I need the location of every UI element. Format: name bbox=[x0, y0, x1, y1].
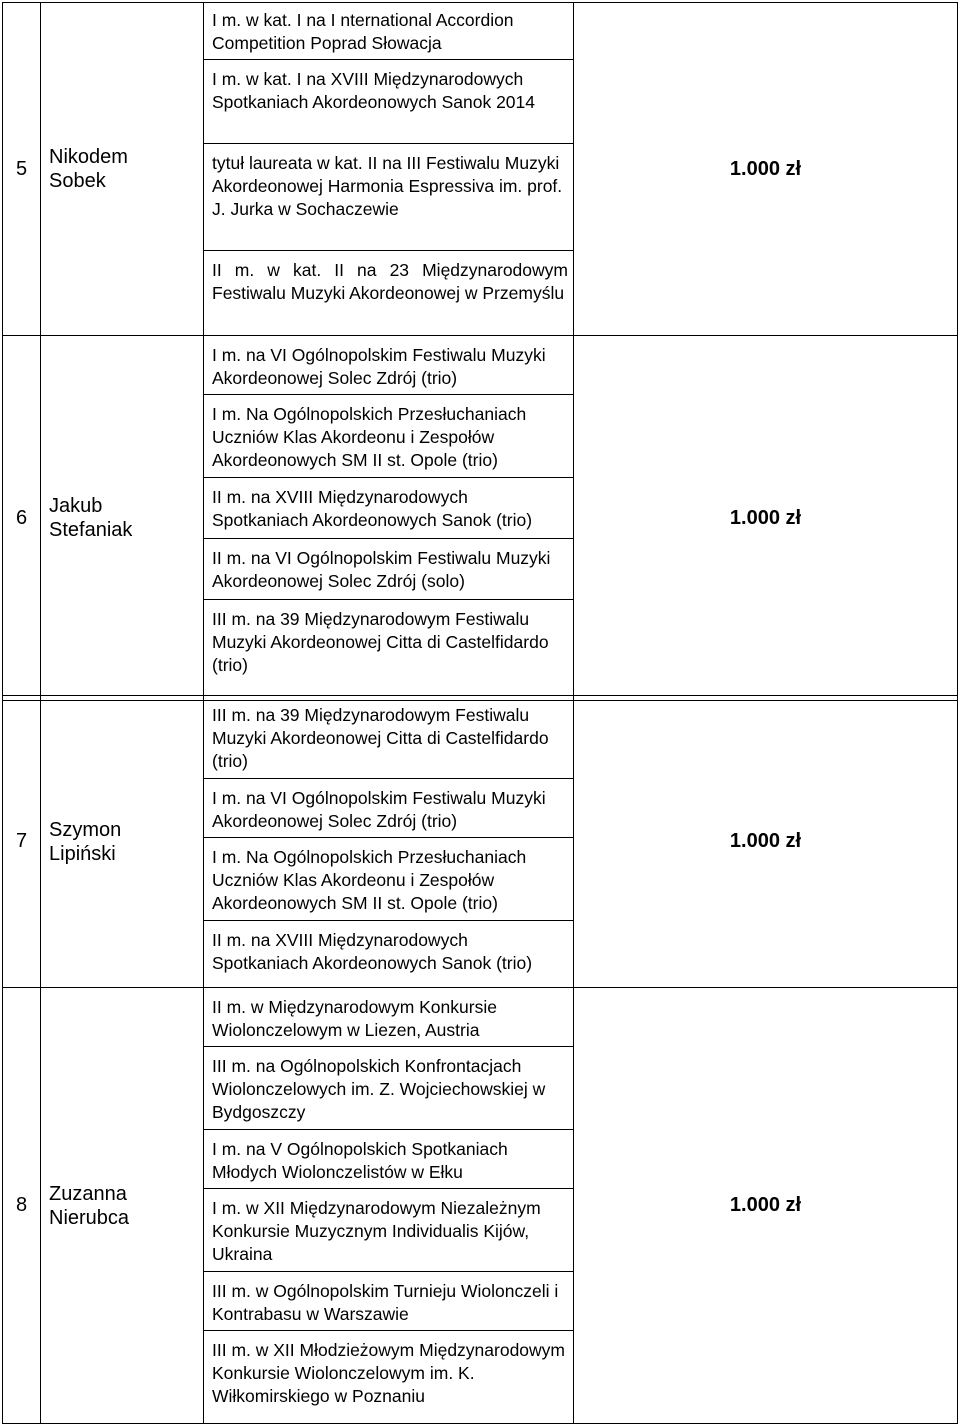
awards-table-top bbox=[2, 2, 958, 701]
student-name bbox=[41, 3, 204, 336]
achievement-item: I m. na V Ogólnopolskich Spotkaniach Młodych Wiolonczelistów w Ełku bbox=[204, 1130, 574, 1189]
achievement-item: II m. na VI Ogólnopolskim Festiwalu Muzyki Akordeonowej Solec Zdrój (solo) bbox=[204, 539, 574, 600]
table-row bbox=[3, 988, 958, 1424]
achievement-item: III m. w XII Młodzieżowym Międzynarodowym Konkursie Wiolonczelowym im. K. Wiłkomirskiego w Poznaniu bbox=[212, 1340, 566, 1406]
student-first-name: Zuzanna bbox=[49, 1182, 127, 1205]
achievement-item: III m. na 39 Międzynarodowym Festiwalu Muzyki Akordeonowej Citta di Castelfidardo (trio) bbox=[204, 696, 574, 779]
prize-amount: 1.000 zł bbox=[574, 696, 958, 988]
achievements-cell bbox=[204, 696, 574, 988]
achievement-item: II m. na XVIII Międzynarodowych Spotkaniach Akordeonowych Sanok (trio) bbox=[204, 478, 574, 539]
achievement-item: II m. w kat. II na 23 Międzynarodowym Festiwalu Muzyki Akordeonowej w Przemyślu bbox=[212, 260, 568, 303]
student-name bbox=[41, 336, 204, 701]
table-row bbox=[3, 696, 958, 988]
student-last-name: Stefaniak bbox=[49, 519, 133, 541]
prize-amount: 1.000 zł bbox=[574, 336, 958, 701]
achievement-item: I m. Na Ogólnopolskich Przesłuchaniach Uczniów Klas Akordeonu i Zespołów Akordeonowych SM II st. Opole (trio) bbox=[204, 395, 574, 478]
achievements-cell bbox=[204, 336, 574, 701]
achievement-item: I m. w kat. I na XVIII Międzynarodowych Spotkaniach Akordeonowych Sanok 2014 bbox=[204, 60, 574, 144]
prize-amount: 1.000 zł bbox=[574, 3, 958, 336]
achievements-cell bbox=[204, 988, 574, 1424]
table-row bbox=[3, 3, 958, 336]
achievement-item: tytuł laureata w kat. II na III Festiwalu Muzyki Akordeonowej Harmonia Espressiva im. prof. J. Jurka w Sochaczewie bbox=[204, 144, 574, 251]
row-number: 8 bbox=[3, 988, 41, 1424]
prize-amount: 1.000 zł bbox=[574, 988, 958, 1424]
student-last-name: Lipiński bbox=[49, 842, 116, 865]
achievement-item: I m. w kat. I na I nternational Accordion Competition Poprad Słowacja bbox=[204, 3, 574, 60]
achievement-item: I m. Na Ogólnopolskich Przesłuchaniach Uczniów Klas Akordeonu i Zespołów Akordeonowych SM II st. Opole (trio) bbox=[204, 838, 574, 921]
achievement-item: III m. na 39 Międzynarodowym Festiwalu Muzyki Akordeonowej Citta di Castelfidardo (trio) bbox=[212, 609, 549, 675]
achievement-item: III m. w Ogólnopolskim Turnieju Wiolonczeli i Kontrabasu w Warszawie bbox=[204, 1272, 574, 1331]
awards-table-bottom bbox=[2, 695, 958, 1424]
achievement-item: I m. w XII Międzynarodowym Niezależnym Konkursie Muzycznym Individualis Kijów, Ukraina bbox=[204, 1189, 574, 1272]
student-name bbox=[41, 696, 204, 988]
row-number: 7 bbox=[3, 696, 41, 988]
achievement-item: II m. w Międzynarodowym Konkursie Wiolonczelowym w Liezen, Austria bbox=[204, 988, 574, 1047]
row-number: 6 bbox=[3, 336, 41, 701]
achievement-item: III m. na Ogólnopolskich Konfrontacjach Wiolonczelowych im. Z. Wojciechowskiej w Bydgoszczy bbox=[204, 1047, 574, 1130]
student-first-name: Jakub bbox=[49, 495, 103, 517]
student-first-name: Szymon bbox=[49, 818, 122, 841]
student-last-name: Nierubca bbox=[49, 1206, 130, 1229]
achievement-item: II m. na XVIII Międzynarodowych Spotkaniach Akordeonowych Sanok (trio) bbox=[212, 930, 533, 973]
achievement-item: I m. na VI Ogólnopolskim Festiwalu Muzyki Akordeonowej Solec Zdrój (trio) bbox=[204, 336, 574, 395]
student-name bbox=[41, 988, 204, 1424]
table-row bbox=[3, 336, 958, 701]
student-last-name: Sobek bbox=[49, 170, 106, 192]
row-number: 5 bbox=[3, 3, 41, 336]
student-first-name: Nikodem bbox=[49, 146, 128, 168]
achievement-item: I m. na VI Ogólnopolskim Festiwalu Muzyki Akordeonowej Solec Zdrój (trio) bbox=[204, 779, 574, 838]
achievements-cell bbox=[204, 3, 574, 336]
